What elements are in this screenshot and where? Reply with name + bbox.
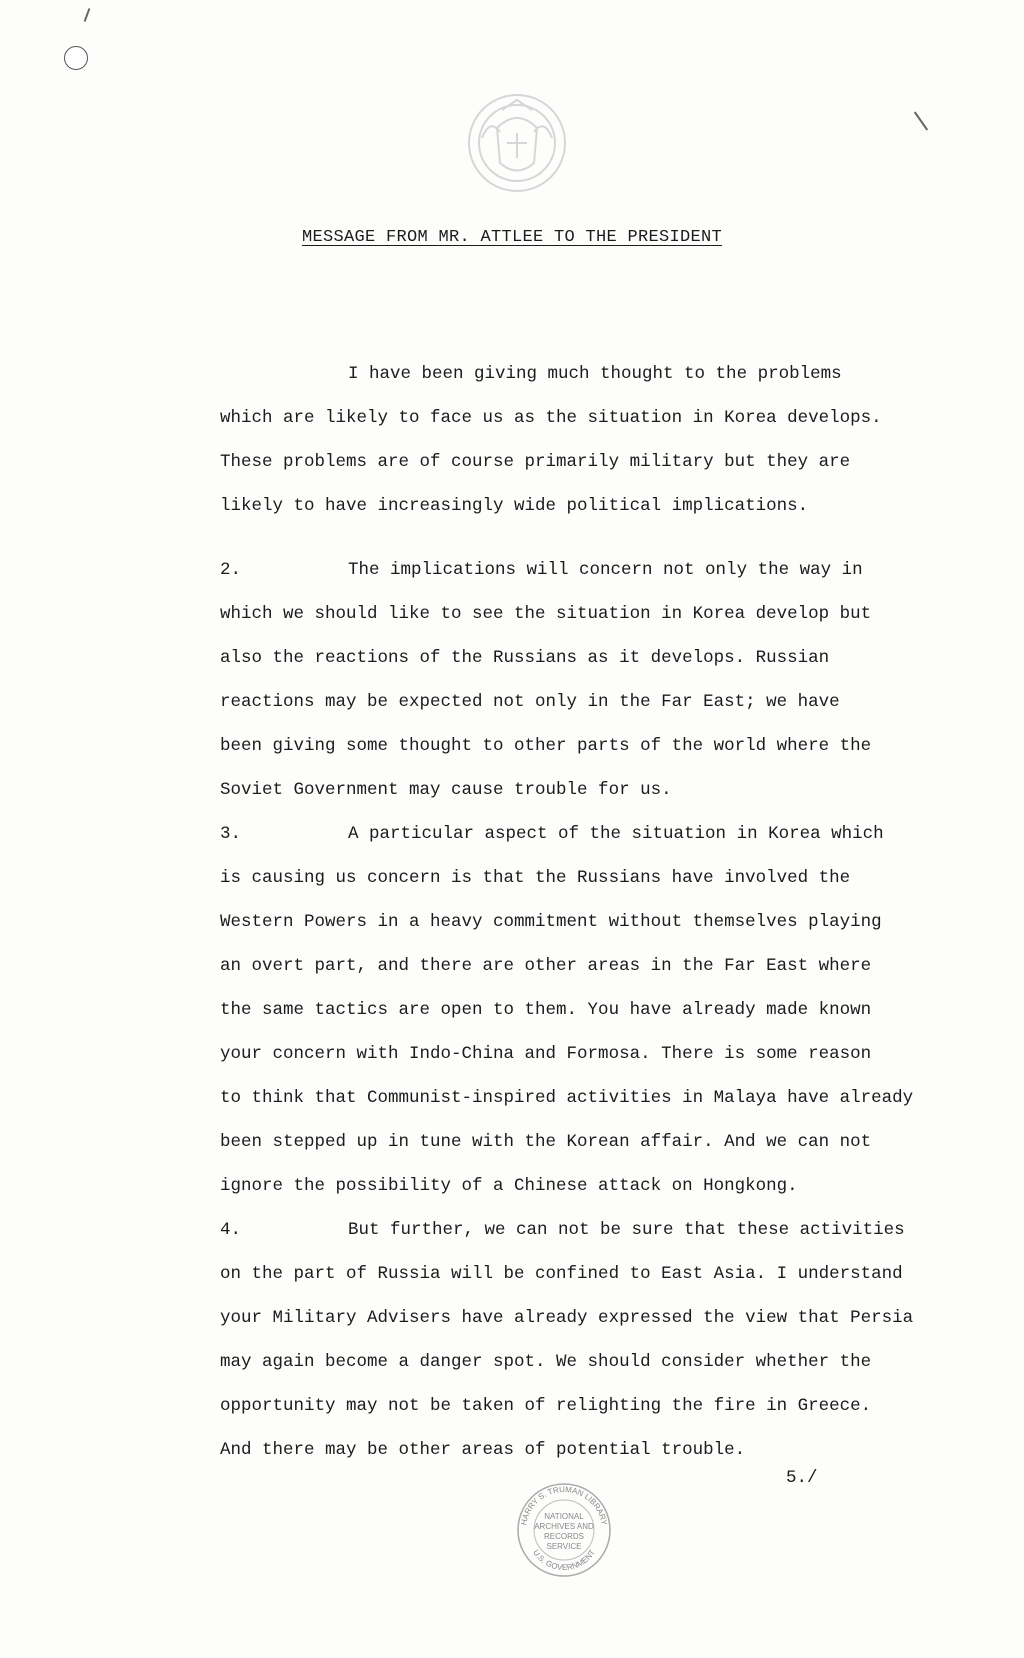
text-line: an overt part, and there are other areas in the Far East where — [220, 956, 872, 976]
paragraph-2 — [220, 548, 940, 812]
stamp-arc-bottom: U.S. GOVERNMENT — [531, 1548, 597, 1573]
paragraph-4 — [220, 1208, 940, 1472]
continuation-marker: 5./ — [786, 1468, 818, 1488]
text-line: to think that Communist-inspired activities in Malaya have already — [220, 1088, 914, 1108]
text-line: been giving some thought to other parts of the world where the — [220, 736, 872, 756]
archive-stamp — [514, 1480, 614, 1580]
text-line: And there may be other areas of potential trouble. — [220, 1440, 746, 1460]
stamp-line: NATIONAL — [544, 1512, 584, 1521]
text-line: likely to have increasingly wide political implications. — [220, 496, 809, 516]
paragraph-number: 3. — [220, 824, 242, 844]
scan-mark — [84, 8, 91, 22]
text-line: on the part of Russia will be confined to East Asia. I understand — [220, 1264, 903, 1284]
text-line: 3. A particular aspect of the situation in Korea which — [220, 812, 940, 856]
text-line: your Military Advisers have already expressed the view that Persia — [220, 1308, 914, 1328]
text-line: These problems are of course primarily military but they are — [220, 452, 851, 472]
text-line: may again become a danger spot. We should consider whether the — [220, 1352, 872, 1372]
text-line: 2. The implications will concern not only the way in — [220, 548, 940, 592]
paragraph-number: 4. — [220, 1220, 242, 1240]
text-line: is causing us concern is that the Russians have involved the — [220, 868, 851, 888]
stamp-line: ARCHIVES AND — [534, 1522, 594, 1531]
text-line: I have been giving much thought to the problems — [348, 364, 842, 384]
text-line: Western Powers in a heavy commitment without themselves playing — [220, 912, 882, 932]
text-line: which we should like to see the situation in Korea develop but — [220, 604, 872, 624]
stamp-line: RECORDS — [543, 1532, 585, 1541]
text-line: ignore the possibility of a Chinese attack on Hongkong. — [220, 1176, 798, 1196]
punch-hole — [64, 46, 88, 70]
paragraph-number: 2. — [220, 560, 242, 580]
text-line: your concern with Indo-China and Formosa. There is some reason — [220, 1044, 872, 1064]
text-line: reactions may be expected not only in the Far East; we have — [220, 692, 840, 712]
text-line: been stepped up in tune with the Korean affair. And we can not — [220, 1132, 872, 1152]
text-line: the same tactics are open to them. You have already made known — [220, 1000, 872, 1020]
paragraph-3 — [220, 812, 940, 1208]
stamp-arc-top: HARRY S. TRUMAN LIBRARY — [519, 1484, 609, 1526]
text-line: also the reactions of the Russians as it develops. Russian — [220, 648, 830, 668]
text-line: 4. But further, we can not be sure that these activities — [220, 1208, 940, 1252]
scan-mark — [914, 111, 928, 130]
paragraph-1 — [220, 352, 940, 528]
document-title: MESSAGE FROM MR. ATTLEE TO THE PRESIDENT — [301, 228, 723, 247]
stamp-line: SERVICE — [546, 1542, 582, 1551]
text-line: opportunity may not be taken of relighting the fire in Greece. — [220, 1396, 872, 1416]
embossed-crest-icon — [462, 88, 572, 198]
text-line: which are likely to face us as the situation in Korea develops. — [220, 408, 882, 428]
text-line: Soviet Government may cause trouble for us. — [220, 780, 672, 800]
